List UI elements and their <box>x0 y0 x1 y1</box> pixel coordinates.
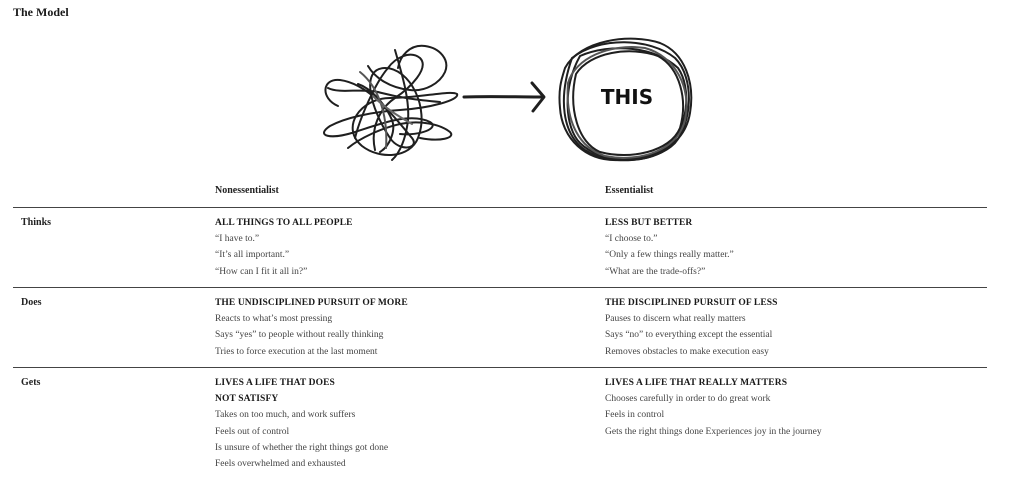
cell-line: Reacts to what’s most pressing <box>215 314 333 325</box>
cell-thinks-nonessentialist <box>215 215 353 280</box>
divider-does <box>13 367 987 368</box>
circle-label: THIS <box>600 85 654 109</box>
cell-line: Tries to force execution at the last moment <box>215 346 378 357</box>
right-arrow-icon <box>464 83 544 111</box>
cell-line: Pauses to discern what really matters <box>605 314 746 325</box>
cell-line: “What are the trade-offs?” <box>605 266 706 277</box>
cell-does-essentialist <box>605 295 778 360</box>
divider-thinks <box>13 287 987 288</box>
cell-gets-nonessentialist <box>215 375 388 472</box>
cell-line: “How can I fit it all in?” <box>215 266 308 277</box>
cell-heading: THE DISCIPLINED PURSUIT OF LESS <box>605 298 778 308</box>
row-label-does: Does <box>21 297 42 308</box>
cell-does-nonessentialist <box>215 295 408 360</box>
cell-heading: NOT SATISFY <box>215 394 279 405</box>
model-illustration <box>300 28 710 178</box>
row-label-gets: Gets <box>21 377 41 388</box>
cell-heading: LESS BUT BETTER <box>605 218 693 228</box>
cell-heading: LIVES A LIFE THAT REALLY MATTERS <box>605 378 788 388</box>
cell-heading: ALL THINGS TO ALL PEOPLE <box>215 218 353 228</box>
cell-line: Takes on too much, and work suffers <box>215 410 356 421</box>
cell-line: Chooses carefully in order to do great work <box>605 394 771 405</box>
cell-line: “I have to.” <box>215 234 260 245</box>
cell-line: Feels out of control <box>215 426 290 437</box>
cell-line: Feels in control <box>605 410 665 421</box>
page-title: The Model <box>13 5 69 19</box>
divider-header <box>13 207 987 208</box>
cell-line: Removes obstacles to make execution easy <box>605 346 769 357</box>
column-header-nonessentialist: Nonessentialist <box>215 185 279 196</box>
cell-line: “I choose to.” <box>605 234 658 245</box>
cell-line: Gets the right things done Experiences joy in the journey <box>605 426 822 437</box>
row-label-thinks: Thinks <box>21 217 52 228</box>
cell-line: Is unsure of whether the right things got done <box>215 442 389 453</box>
cell-line: Says “no” to everything except the essential <box>605 330 773 341</box>
cell-line: “Only a few things really matter.” <box>605 250 734 261</box>
cell-line: “It’s all important.” <box>215 250 290 261</box>
column-header-essentialist: Essentialist <box>605 185 654 196</box>
cell-heading: LIVES A LIFE THAT DOES <box>215 378 335 388</box>
cell-thinks-essentialist <box>605 215 734 280</box>
cell-line: Feels overwhelmed and exhausted <box>215 459 346 470</box>
tangled-scribble-icon <box>324 46 457 160</box>
cell-line: Says “yes” to people without really thinking <box>215 330 384 341</box>
cell-gets-essentialist <box>605 375 822 440</box>
cell-heading: THE UNDISCIPLINED PURSUIT OF MORE <box>215 298 408 308</box>
